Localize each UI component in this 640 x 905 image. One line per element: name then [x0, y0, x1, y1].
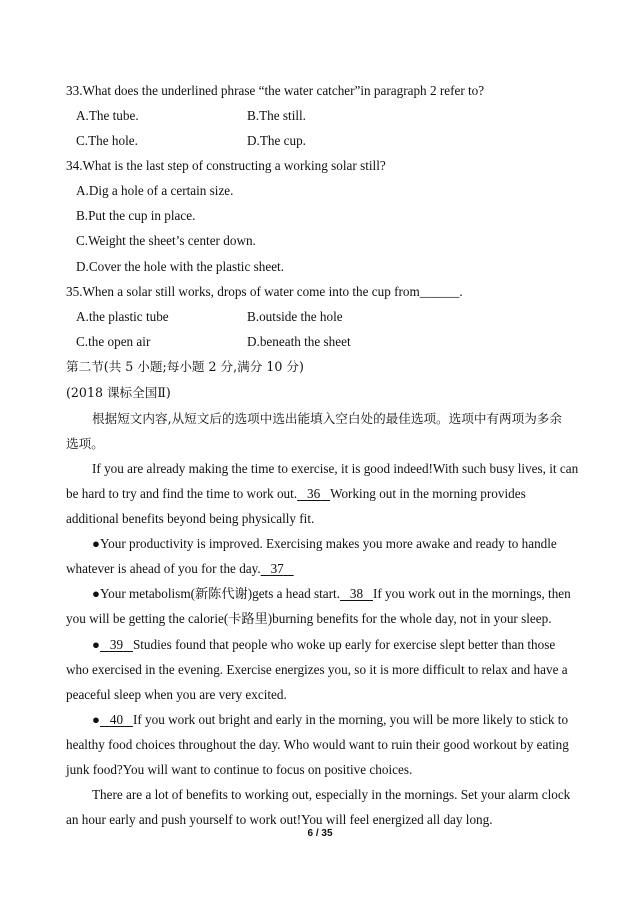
- passage-line: an hour early and push yourself to work out!You will feel energized all day long.: [66, 812, 493, 827]
- q35-option-d: D.beneath the sheet: [247, 334, 351, 349]
- q34-option-d: D.Cover the hole with the plastic sheet.: [76, 259, 285, 274]
- passage-line: [92, 585, 571, 603]
- passage-text: If you work out in the mornings, then: [372, 586, 571, 601]
- blank-38: [340, 586, 373, 601]
- passage-line: healthy food choices throughout the day. Who would want to ruin their good workout by eating: [66, 737, 569, 752]
- question-33-stem: 33.What does the underlined phrase “the water catcher”in paragraph 2 refer to?: [66, 83, 485, 98]
- passage-text: If you work out bright and early in the morning, you will be more likely to stick to: [132, 712, 569, 727]
- passage-line: [66, 560, 294, 578]
- q34-option-c: C.Weight the sheet’s center down.: [76, 233, 256, 248]
- passage-line: ●Your productivity is improved. Exercising makes you more awake and ready to handle: [92, 536, 557, 551]
- passage-line: [92, 711, 568, 729]
- question-35-stem: 35.When a solar still works, drops of water come into the cup from______.: [66, 284, 463, 299]
- passage-line: There are a lot of benefits to working out, especially in the mornings. Set your alarm clock: [92, 787, 571, 802]
- passage-text: whatever is ahead of you for the day.: [66, 561, 261, 576]
- passage-text: Studies found that people who woke up early for exercise slept better than those: [132, 637, 556, 652]
- blank-40-number: 40: [109, 712, 124, 727]
- q35-option-c: C.the open air: [76, 334, 151, 349]
- blank-38-number: 38: [349, 586, 364, 601]
- blank-36: [297, 486, 330, 501]
- passage-line: junk food?You will want to continue to focus on positive choices.: [66, 762, 413, 777]
- blank-37-number: 37: [270, 561, 284, 576]
- q35-option-b: B.outside the hole: [247, 309, 343, 324]
- section-heading: 第二节(共 5 小题;每小题 2 分,满分 10 分): [66, 359, 304, 374]
- blank-39: [100, 637, 133, 652]
- passage-line: peaceful sleep when you are very excited.: [66, 687, 287, 702]
- q34-option-b: B.Put the cup in place.: [76, 208, 196, 223]
- passage-line: additional benefits beyond being physically fit.: [66, 511, 315, 526]
- passage-line: who exercised in the evening. Exercise energizes you, so it is more difficult to relax and have a: [66, 662, 568, 677]
- blank-36-number: 36: [307, 486, 321, 501]
- q33-option-d: D.The cup.: [247, 133, 306, 148]
- passage-text: be hard to try and find the time to work out.: [66, 486, 298, 501]
- passage-line: If you are already making the time to exercise, it is good indeed!With such busy lives, it can: [92, 461, 579, 476]
- passage-line: [66, 485, 526, 503]
- blank-37: [261, 561, 294, 576]
- passage-line: you will be getting the calorie(卡路里)burning benefits for the whole day, not in your sleep.: [66, 611, 552, 626]
- bullet: ●: [92, 637, 100, 652]
- passage-text: Working out in the morning provides: [330, 486, 526, 501]
- question-34-stem: 34.What is the last step of constructing a working solar still?: [66, 158, 386, 173]
- q35-option-a: A.the plastic tube: [76, 309, 169, 324]
- blank-40: [100, 712, 133, 727]
- section-source: (2018 课标全国Ⅱ): [66, 385, 171, 400]
- q33-option-b: B.The still.: [247, 108, 306, 123]
- page-number: 6 / 35: [307, 828, 333, 839]
- bullet: ●: [92, 712, 100, 727]
- passage-line: [92, 636, 555, 654]
- q34-option-a: A.Dig a hole of a certain size.: [76, 183, 234, 198]
- blank-39-number: 39: [109, 637, 124, 652]
- instruction-line-1: 根据短文内容,从短文后的选项中选出能填入空白处的最佳选项。选项中有两项为多余: [92, 411, 562, 426]
- q33-option-c: C.The hole.: [76, 133, 138, 148]
- instruction-line-2: 选项。: [66, 436, 104, 451]
- q33-option-a: A.The tube.: [76, 108, 139, 123]
- passage-text: ●Your metabolism(新陈代谢)gets a head start.: [92, 586, 340, 601]
